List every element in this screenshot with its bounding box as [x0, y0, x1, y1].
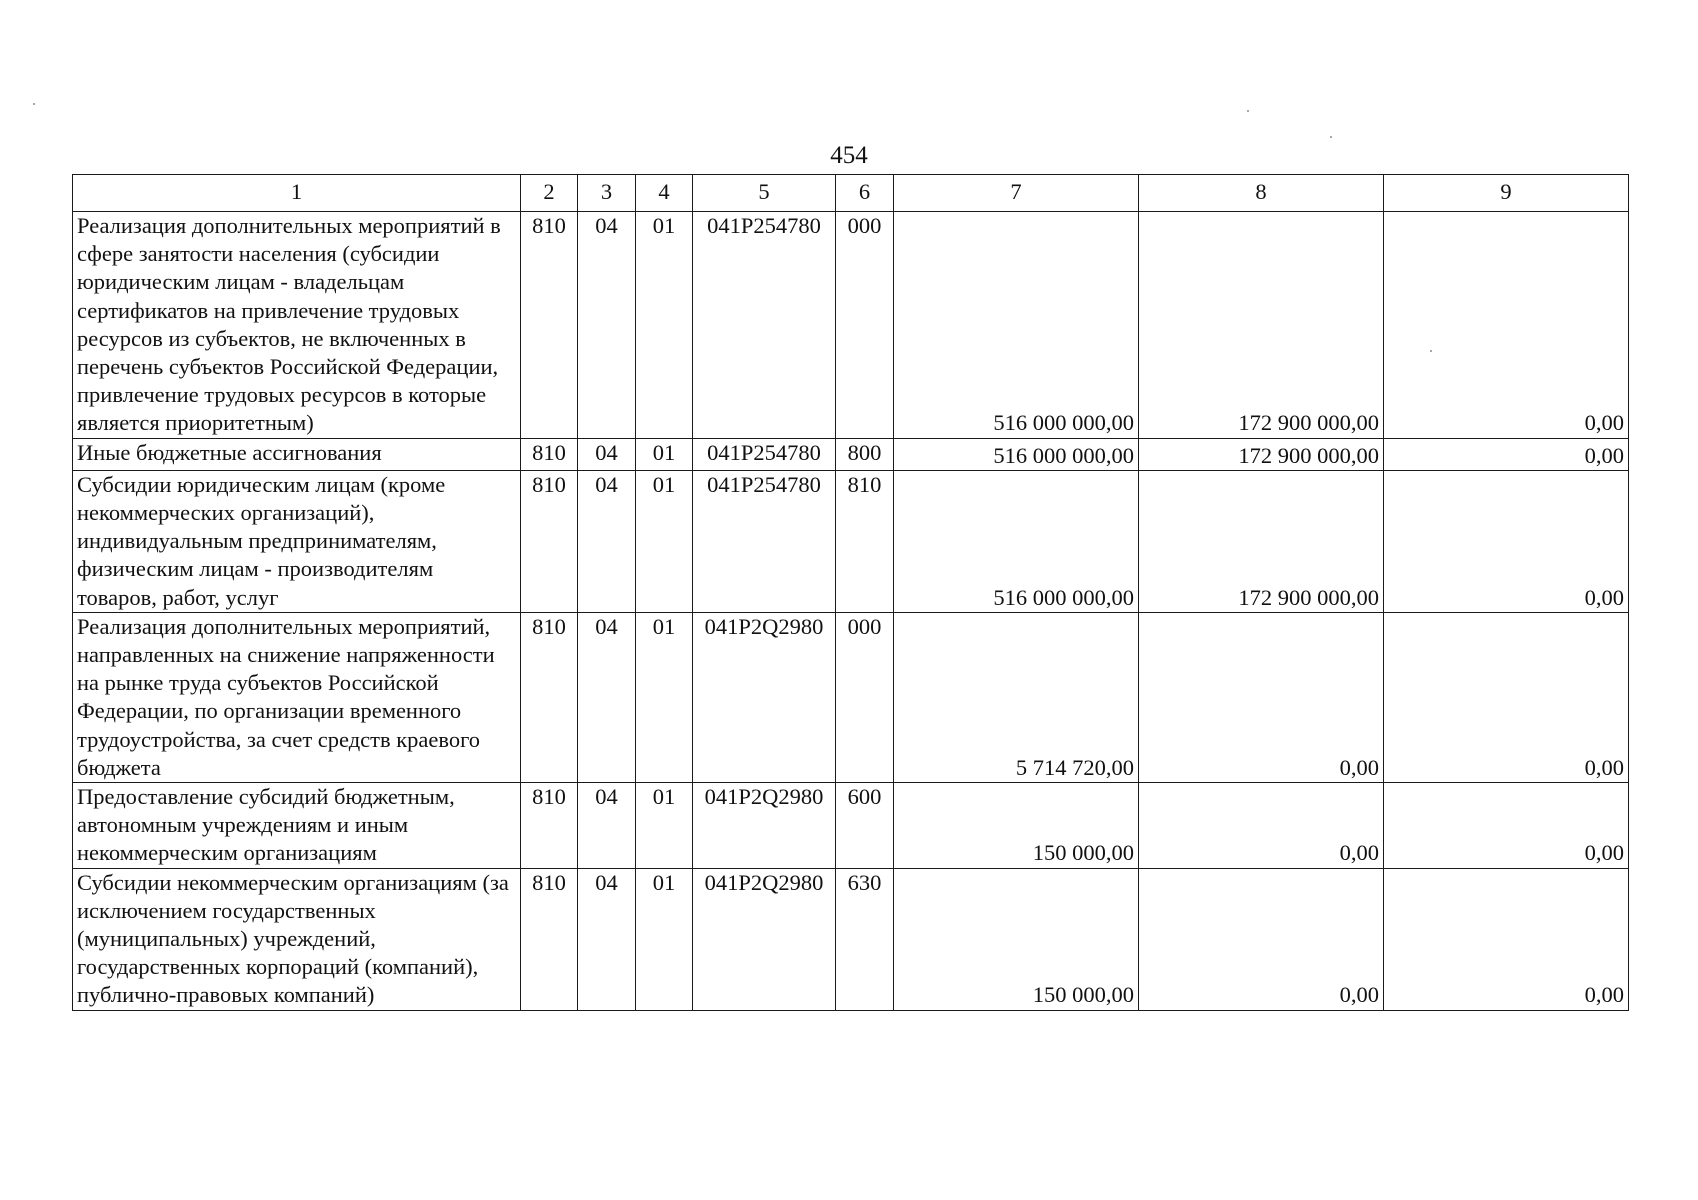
amount-col-7: 150 000,00 [894, 868, 1139, 1010]
scan-speck [1430, 350, 1432, 352]
target-article-code: 041P254780 [693, 470, 836, 612]
amount-col-9: 0,00 [1384, 438, 1629, 470]
section-code: 04 [578, 612, 636, 782]
section-code: 04 [578, 470, 636, 612]
subsection-code: 01 [636, 612, 693, 782]
amount-col-8: 172 900 000,00 [1139, 212, 1384, 439]
amount-col-7: 516 000 000,00 [894, 212, 1139, 439]
expense-type-code: 000 [836, 212, 894, 439]
table-row [73, 612, 1629, 782]
column-header: 7 [894, 175, 1139, 212]
amount-col-9: 0,00 [1384, 783, 1629, 869]
column-header: 6 [836, 175, 894, 212]
item-name: Иные бюджетные ассигнования [73, 438, 521, 470]
item-name: Субсидии юридическим лицам (кроме некоммерческих организаций), индивидуальным предпринимателям, физическим лицам - производителям товаров, работ, услуг [73, 470, 521, 612]
expense-type-code: 630 [836, 868, 894, 1010]
page-number: 454 [830, 142, 868, 169]
item-name: Реализация дополнительных мероприятий в сфере занятости населения (субсидии юридическим лицам - владельцам сертификатов на привлечение трудовых ресурсов из субъектов, не включенных в перечень субъектов Российской Федерации, привлечение трудовых ресурсов в которые является приоритетным) [73, 212, 521, 439]
subsection-code: 01 [636, 868, 693, 1010]
expense-type-code: 810 [836, 470, 894, 612]
ministry-code: 810 [521, 612, 578, 782]
amount-col-8: 172 900 000,00 [1139, 470, 1384, 612]
target-article-code: 041P2Q2980 [693, 783, 836, 869]
ministry-code: 810 [521, 212, 578, 439]
amount-col-9: 0,00 [1384, 470, 1629, 612]
amount-col-9: 0,00 [1384, 212, 1629, 439]
subsection-code: 01 [636, 783, 693, 869]
column-header: 3 [578, 175, 636, 212]
item-name: Субсидии некоммерческим организациям (за исключением государственных (муниципальных) учреждений, государственных корпораций (компаний), публично-правовых компаний) [73, 868, 521, 1010]
item-name: Предоставление субсидий бюджетным, автономным учреждениям и иным некоммерческим организациям [73, 783, 521, 869]
amount-col-7: 150 000,00 [894, 783, 1139, 869]
table-row [73, 438, 1629, 470]
amount-col-9: 0,00 [1384, 612, 1629, 782]
expense-type-code: 000 [836, 612, 894, 782]
column-header: 8 [1139, 175, 1384, 212]
column-header: 1 [73, 175, 521, 212]
amount-col-8: 0,00 [1139, 868, 1384, 1010]
target-article-code: 041P2Q2980 [693, 868, 836, 1010]
amount-col-9: 0,00 [1384, 868, 1629, 1010]
ministry-code: 810 [521, 438, 578, 470]
column-header: 9 [1384, 175, 1629, 212]
amount-col-8: 0,00 [1139, 612, 1384, 782]
header-row [73, 175, 1629, 212]
budget-table [72, 174, 1629, 1011]
ministry-code: 810 [521, 868, 578, 1010]
amount-col-7: 516 000 000,00 [894, 438, 1139, 470]
scan-speck [1247, 110, 1249, 112]
subsection-code: 01 [636, 438, 693, 470]
target-article-code: 041P254780 [693, 438, 836, 470]
amount-col-8: 172 900 000,00 [1139, 438, 1384, 470]
target-article-code: 041P2Q2980 [693, 612, 836, 782]
item-name: Реализация дополнительных мероприятий, направленных на снижение напряженности на рынке труда субъектов Российской Федерации, по организации временного трудоустройства, за счет средств краевого бюджета [73, 612, 521, 782]
table-row [73, 212, 1629, 439]
subsection-code: 01 [636, 470, 693, 612]
table-row [73, 470, 1629, 612]
ministry-code: 810 [521, 783, 578, 869]
expense-type-code: 800 [836, 438, 894, 470]
column-header: 4 [636, 175, 693, 212]
table-row [73, 783, 1629, 869]
column-header: 2 [521, 175, 578, 212]
column-header: 5 [693, 175, 836, 212]
section-code: 04 [578, 783, 636, 869]
amount-col-8: 0,00 [1139, 783, 1384, 869]
target-article-code: 041P254780 [693, 212, 836, 439]
section-code: 04 [578, 212, 636, 439]
scan-speck [1330, 136, 1332, 138]
section-code: 04 [578, 438, 636, 470]
section-code: 04 [578, 868, 636, 1010]
scan-speck [33, 103, 35, 105]
expense-type-code: 600 [836, 783, 894, 869]
amount-col-7: 516 000 000,00 [894, 470, 1139, 612]
amount-col-7: 5 714 720,00 [894, 612, 1139, 782]
table-row [73, 868, 1629, 1010]
subsection-code: 01 [636, 212, 693, 439]
ministry-code: 810 [521, 470, 578, 612]
